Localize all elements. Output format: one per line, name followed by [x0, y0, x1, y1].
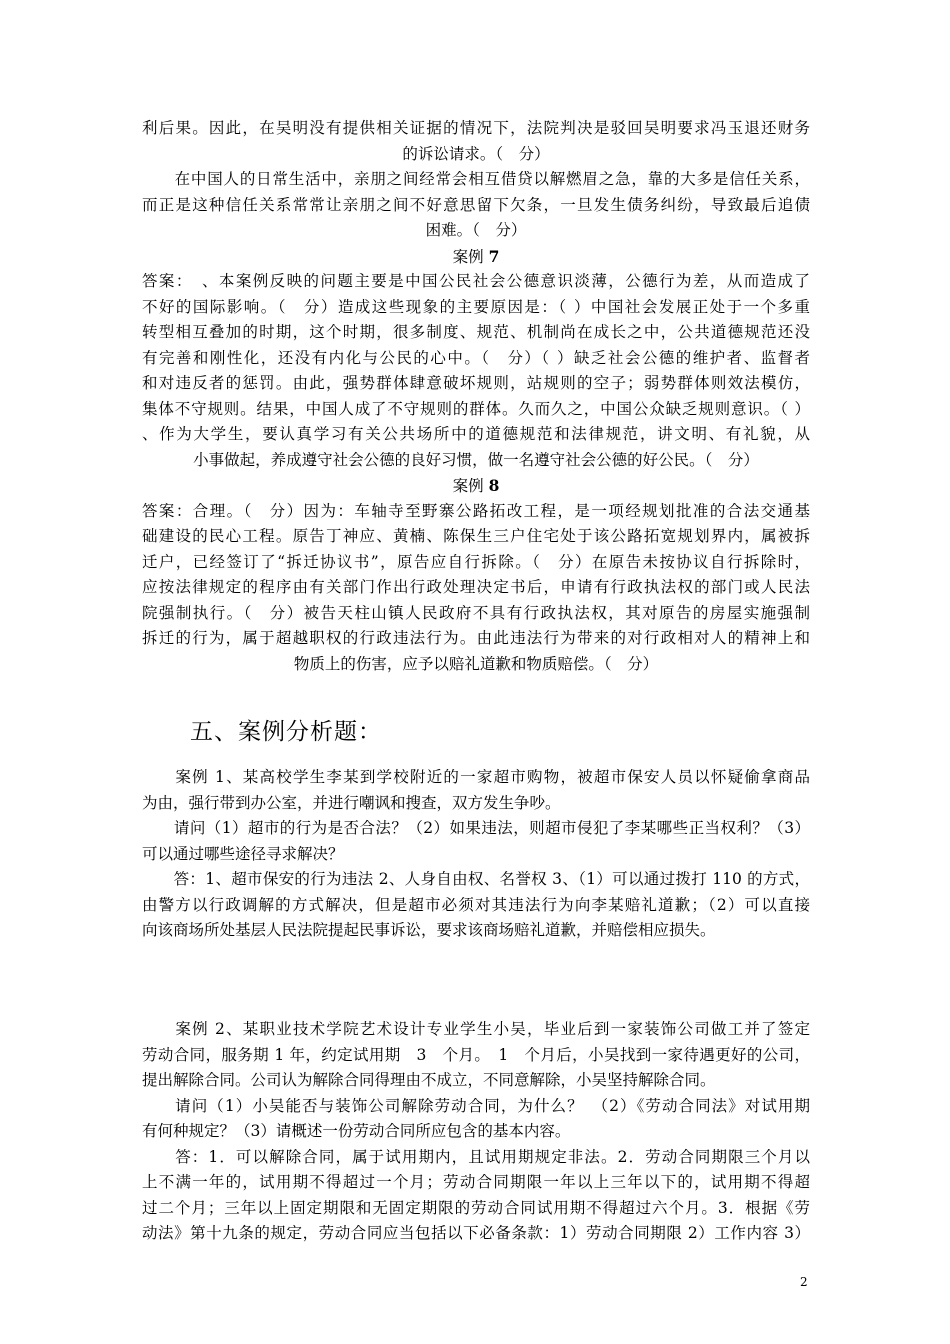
- text-line: 院强制执行。（ 分）被告天柱山镇人民政府不具有行政执法权，其对原告的房屋实施强制: [142, 603, 810, 622]
- text-line: 应按法律规定的程序由有关部门作出行政处理决定书后，申请有行政执法权的部门或人民法: [142, 578, 810, 596]
- text-line: 答：1．可以解除合同，属于试用期内，且试用期规定非法。2．劳动合同期限三个月以: [142, 1147, 810, 1166]
- case-number: 7: [488, 246, 500, 266]
- text-line: 案例 2、某职业技术学院艺术设计专业学生小吴，毕业后到一家装饰公司做工并了签定: [142, 1020, 810, 1038]
- page-number: 2: [800, 1275, 808, 1289]
- text-line: 、作为大学生，要认真学习有关公共场所中的道德规范和法律规范，讲文明、有礼貌，从: [142, 425, 810, 443]
- text-line: 小事做起，养成遵守社会公德的良好习惯，做一名遵守社会公德的好公民。（ 分）: [193, 450, 759, 469]
- text-line: 和对违反者的惩罚。由此，强势群体肆意破坏规则，站规则的空子；弱势群体则效法模仿，: [142, 374, 810, 392]
- text-line: 过二个月；三年以上固定期限和无固定期限的劳动合同试用期不得超过六个月。3．根据《劳: [142, 1198, 810, 1217]
- text-line: 向该商场所处基层人民法院提起民事诉讼，要求该商场赔礼道歉，并赔偿相应损失。: [142, 921, 716, 939]
- text-line: 物质上的伤害，应予以赔礼道歉和物质赔偿。（ 分）: [293, 654, 659, 673]
- text-line: 不好的国际影响。（ 分）造成这些现象的主要原因是：（ ）中国社会发展正处于一个多重: [142, 297, 810, 316]
- case-7-heading: 案例 7: [452, 246, 500, 266]
- text-line: 的诉讼请求。（ 分）: [402, 144, 550, 163]
- text-line: 础建设的民心工程。原告丁神应、黄楠、陈保生三户住宅处于该公路拓宽规划界内，属被拆: [142, 527, 810, 545]
- text-line: 答：1、超市保安的行为违法 2、人身自由权、名誉权 3、（1）可以通过拨打 110 的方式，: [142, 870, 810, 888]
- text-line: 有完善和刚性化，还没有内化与公民的心中。（ 分）（ ）缺乏社会公德的维护者、监督者: [142, 348, 810, 367]
- text-line: 上不满一年的，试用期不得超过一个月；劳动合同期限一年以上三年以下的，试用期不得超: [142, 1173, 810, 1191]
- text-line: 为由，强行带到办公室，并进行嘲讽和搜查，双方发生争吵。: [142, 793, 561, 812]
- text-line: 有何种规定？（3）请概述一份劳动合同所应包含的基本内容。: [142, 1122, 571, 1140]
- text-line: 转型相互叠加的时期，这个时期，很多制度、规范、机制尚在成长之中，公共道德规范还没: [142, 323, 810, 341]
- case-8-heading: 案例 8: [452, 476, 500, 495]
- text-line: 拆迁的行为，属于超越职权的行政违法行为。由此违法行为带来的对行政相对人的精神上和: [142, 629, 810, 647]
- case-2-block: [142, 1017, 810, 1247]
- text-line: 由警方以行政调解的方式解决，但是超市必须对其违法行为向李某赔礼道歉；（2）可以直接: [142, 895, 810, 914]
- text-line: 答案：合理。（ 分）因为：车轴寺至野寨公路拓改工程，是一项经规划批准的合法交通基: [142, 501, 810, 520]
- case-number: 8: [488, 476, 500, 495]
- text-line: 利后果。因此，在吴明没有提供相关证据的情况下，法院判决是驳回吴明要求冯玉退还财务: [142, 119, 810, 137]
- text-line: 答案： 、本案例反映的问题主要是中国公民社会公德意识淡薄，公德行为差，从而造成了: [142, 272, 810, 290]
- answers-block: [142, 116, 810, 677]
- case-1-block: [142, 765, 810, 944]
- text-line: 而正是这种信任关系常常让亲朋之间不好意思留下欠条，一旦发生债务纠纷，导致最后追债: [142, 195, 810, 214]
- text-line: 请问（1）超市的行为是否合法？（2）如果违法，则超市侵犯了李某哪些正当权利？（3）: [142, 819, 810, 837]
- text-line: 案例 1、某高校学生李某到学校附近的一家超市购物，被超市保安人员以怀疑偷拿商品: [142, 768, 810, 786]
- text-line: 集体不守规则。结果，中国人成了不守规则的群体。久而久之，中国公众缺乏规则意识。（ ）: [142, 399, 810, 418]
- text-line: 在中国人的日常生活中，亲朋之间经常会相互借贷以解燃眉之急，靠的大多是信任关系，: [142, 170, 810, 188]
- text-line: 劳动合同，服务期 1 年，约定试用期 3 个月。 1 个月后，小吴找到一家待遇更好的公司，: [142, 1045, 810, 1064]
- text-line: 可以通过哪些途径寻求解决？: [142, 844, 344, 863]
- text-line: 迁户，已经签订了“拆迁协议书”，原告应自行拆除。（ 分）在原告未按协议自行拆除时，: [142, 552, 810, 571]
- text-line: 请问（1）小吴能否与装饰公司解除劳动合同，为什么？ （2）《劳动合同法》对试用期: [142, 1096, 810, 1115]
- section-title: 五、案例分析题：: [190, 719, 382, 745]
- text-line: 提出解除合同。公司认为解除合同得理由不成立，不同意解除，小吴坚持解除合同。: [142, 1071, 716, 1089]
- text-line: 困难。（ 分）: [425, 221, 527, 239]
- text-line: 动法》第十九条的规定，劳动合同应当包括以下必备条款：1）劳动合同期限 2）工作内容 3）: [142, 1224, 810, 1242]
